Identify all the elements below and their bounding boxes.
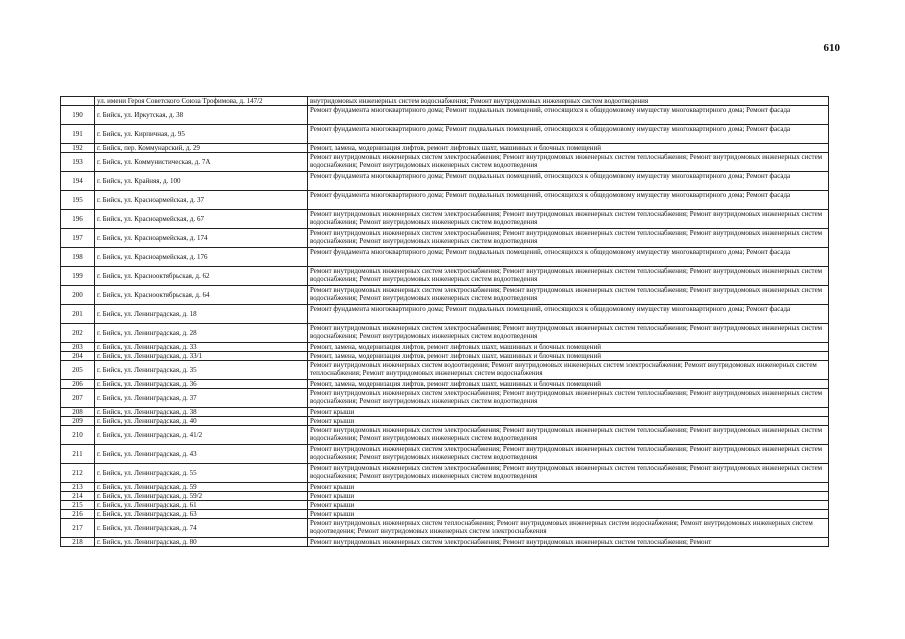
address-cell: г. Бийск, ул. Ленинградская, д. 55 xyxy=(95,464,308,483)
address-cell: г. Бийск, ул. Ленинградская, д. 80 xyxy=(95,538,308,547)
works-cell: Ремонт крыши xyxy=(308,417,829,426)
works-cell: Ремонт фундамента многоквартирного дома; Ремонт подвальных помещений, относящихся к общедомовому имуществу многоквартирного дома; Ремонт фасада xyxy=(308,125,829,144)
address-cell: г. Бийск, ул. Ленинградская, д. 33/1 xyxy=(95,352,308,361)
address-cell: г. Бийск, ул. Красноармейская, д. 174 xyxy=(95,229,308,248)
table-body xyxy=(61,97,829,547)
works-cell: Ремонт, замена, модернизация лифтов, ремонт лифтовых шахт, машинных и блочных помещений xyxy=(308,352,829,361)
table-row xyxy=(61,426,829,445)
address-cell: г. Бийск, ул. Красноoктябрьская, д. 64 xyxy=(95,286,308,305)
works-cell: Ремонт внутридомовых инженерных систем электроснабжения; Ремонт внутридомовых инженерных систем теплоснабжения; Ремонт внутридомовых инженерных систем водоснабжения; Ремонт внутридомовых инженерных систем водоотведения xyxy=(308,210,829,229)
row-number-cell: 194 xyxy=(61,172,95,191)
table-row xyxy=(61,417,829,426)
table-row xyxy=(61,483,829,492)
table-row xyxy=(61,267,829,286)
address-cell: г. Бийск, ул. Ленинградская, д. 35 xyxy=(95,361,308,380)
row-number-cell: 195 xyxy=(61,191,95,210)
table-row xyxy=(61,153,829,172)
table-row xyxy=(61,538,829,547)
works-cell: Ремонт фундамента многоквартирного дома; Ремонт подвальных помещений, относящихся к общедомовому имуществу многоквартирного дома; Ремонт фасада xyxy=(308,305,829,324)
row-number-cell: 209 xyxy=(61,417,95,426)
address-cell: г. Бийск, ул. Ленинградская, д. 33 xyxy=(95,343,308,352)
row-number-cell: 214 xyxy=(61,492,95,501)
address-cell: г. Бийск, ул. Кирпичная, д. 95 xyxy=(95,125,308,144)
works-cell: Ремонт внутридомовых инженерных систем электроснабжения; Ремонт внутридомовых инженерных систем теплоснабжения; Ремонт xyxy=(308,538,829,547)
row-number-cell: 206 xyxy=(61,380,95,389)
row-number-cell: 203 xyxy=(61,343,95,352)
works-cell: Ремонт внутридомовых инженерных систем электроснабжения; Ремонт внутридомовых инженерных систем теплоснабжения; Ремонт внутридомовых инженерных систем водоснабжения; Ремонт внутридомовых инженерных систем водоотведения xyxy=(308,426,829,445)
address-cell: г. Бийск, пер. Коммунарский, д. 29 xyxy=(95,144,308,153)
works-cell: Ремонт крыши xyxy=(308,483,829,492)
address-cell: г. Бийск, ул. Ленинградская, д. 28 xyxy=(95,324,308,343)
row-number-cell: 193 xyxy=(61,153,95,172)
row-number-cell: 205 xyxy=(61,361,95,380)
row-number-cell: 202 xyxy=(61,324,95,343)
table-row xyxy=(61,352,829,361)
address-cell: г. Бийск, ул. Ленинградская, д. 63 xyxy=(95,510,308,519)
table-row xyxy=(61,97,829,106)
address-cell: г. Бийск, ул. Коммунистическая, д. 7А xyxy=(95,153,308,172)
works-cell: Ремонт внутридомовых инженерных систем электроснабжения; Ремонт внутридомовых инженерных систем теплоснабжения; Ремонт внутридомовых инженерных систем водоснабжения; Ремонт внутридомовых инженерных систем водоотведения xyxy=(308,153,829,172)
address-cell: г. Бийск, ул. Красноармейская, д. 67 xyxy=(95,210,308,229)
address-cell: г. Бийск, ул. Ленинградская, д. 37 xyxy=(95,389,308,408)
address-cell: г. Бийск, ул. Ленинградская, д. 61 xyxy=(95,501,308,510)
row-number-cell: 215 xyxy=(61,501,95,510)
table-row xyxy=(61,191,829,210)
row-number-cell: 212 xyxy=(61,464,95,483)
works-cell: Ремонт, замена, модернизация лифтов, ремонт лифтовых шахт, машинных и блочных помещений xyxy=(308,144,829,153)
address-cell: г. Бийск, ул. Красноoктябрьская, д. 62 xyxy=(95,267,308,286)
row-number-cell: 198 xyxy=(61,248,95,267)
table-row xyxy=(61,125,829,144)
works-cell: Ремонт внутридомовых инженерных систем электроснабжения; Ремонт внутридомовых инженерных систем теплоснабжения; Ремонт внутридомовых инженерных систем водоснабжения; Ремонт внутридомовых инженерных систем водоотведения xyxy=(308,286,829,305)
works-cell: Ремонт внутридомовых инженерных систем электроснабжения; Ремонт внутридомовых инженерных систем теплоснабжения; Ремонт внутридомовых инженерных систем водоснабжения; Ремонт внутридомовых инженерных систем водоотведения xyxy=(308,324,829,343)
row-number-cell: 217 xyxy=(61,519,95,538)
works-cell: Ремонт внутридомовых инженерных систем электроснабжения; Ремонт внутридомовых инженерных систем теплоснабжения; Ремонт внутридомовых инженерных систем водоснабжения; Ремонт внутридомовых инженерных систем водоотведения xyxy=(308,445,829,464)
address-cell: г. Бийск, ул. Ленинградская, д. 41/2 xyxy=(95,426,308,445)
address-cell: г. Бийск, ул. Ленинградская, д. 59 xyxy=(95,483,308,492)
repair-register-table xyxy=(60,96,829,547)
address-cell: г. Бийск, ул. Красноармейская, д. 176 xyxy=(95,248,308,267)
row-number-cell: 211 xyxy=(61,445,95,464)
table-row xyxy=(61,380,829,389)
address-cell: г. Бийск, ул. Красноармейская, д. 37 xyxy=(95,191,308,210)
works-cell: внутридомовых инженерных систем водоснабжения; Ремонт внутридомовых инженерных систем водоотведения xyxy=(308,97,829,106)
works-cell: Ремонт фундамента многоквартирного дома; Ремонт подвальных помещений, относящихся к общедомовому имуществу многоквартирного дома; Ремонт фасада xyxy=(308,106,829,125)
address-cell: г. Бийск, ул. Ленинградская, д. 36 xyxy=(95,380,308,389)
works-cell: Ремонт внутридомовых инженерных систем водоотведения; Ремонт внутридомовых инженерных систем электроснабжения; Ремонт внутридомовых инженерных систем теплоснабжения; Ремонт внутридомовых инженерных систем водоснабжения xyxy=(308,361,829,380)
address-cell: г. Бийск, ул. Ленинградская, д. 18 xyxy=(95,305,308,324)
works-cell: Ремонт, замена, модернизация лифтов, ремонт лифтовых шахт, машинных и блочных помещений xyxy=(308,380,829,389)
row-number-cell: 218 xyxy=(61,538,95,547)
table-row xyxy=(61,144,829,153)
row-number-cell xyxy=(61,97,95,106)
table-row xyxy=(61,286,829,305)
address-cell: г. Бийск, ул. Ленинградская, д. 43 xyxy=(95,445,308,464)
table-row xyxy=(61,106,829,125)
address-cell: г. Бийск, ул. Ленинградская, д. 38 xyxy=(95,408,308,417)
row-number-cell: 191 xyxy=(61,125,95,144)
row-number-cell: 213 xyxy=(61,483,95,492)
table-row xyxy=(61,492,829,501)
table-row xyxy=(61,305,829,324)
table-row xyxy=(61,361,829,380)
table-row xyxy=(61,510,829,519)
address-cell: г. Бийск, ул. Ленинградская, д. 40 xyxy=(95,417,308,426)
address-cell: г. Бийск, ул. Крайняя, д. 100 xyxy=(95,172,308,191)
works-cell: Ремонт внутридомовых инженерных систем электроснабжения; Ремонт внутридомовых инженерных систем теплоснабжения; Ремонт внутридомовых инженерных систем водоснабжения; Ремонт внутридомовых инженерных систем водоотведения xyxy=(308,389,829,408)
works-cell: Ремонт внутридомовых инженерных систем теплоснабжения; Ремонт внутридомовых инженерных систем водоснабжения; Ремонт внутридомовых инженерных систем водоотведения; Ремонт внутридомовых инженерных систем электроснабжения xyxy=(308,519,829,538)
works-cell: Ремонт крыши xyxy=(308,492,829,501)
address-cell: ул. имени Героя Советского Союза Трофимова, д. 147/2 xyxy=(95,97,308,106)
works-cell: Ремонт фундамента многоквартирного дома; Ремонт подвальных помещений, относящихся к общедомовому имуществу многоквартирного дома; Ремонт фасада xyxy=(308,172,829,191)
row-number-cell: 201 xyxy=(61,305,95,324)
works-cell: Ремонт крыши xyxy=(308,408,829,417)
row-number-cell: 208 xyxy=(61,408,95,417)
row-number-cell: 190 xyxy=(61,106,95,125)
table-row xyxy=(61,464,829,483)
row-number-cell: 199 xyxy=(61,267,95,286)
table-row xyxy=(61,172,829,191)
table-row xyxy=(61,229,829,248)
row-number-cell: 210 xyxy=(61,426,95,445)
works-cell: Ремонт крыши xyxy=(308,510,829,519)
table-row xyxy=(61,408,829,417)
works-cell: Ремонт внутридомовых инженерных систем электроснабжения; Ремонт внутридомовых инженерных систем теплоснабжения; Ремонт внутридомовых инженерных систем водоснабжения; Ремонт внутридомовых инженерных систем водоотведения xyxy=(308,464,829,483)
table-row xyxy=(61,389,829,408)
table-row xyxy=(61,445,829,464)
address-cell: г. Бийск, ул. Иркутская, д. 38 xyxy=(95,106,308,125)
table-row xyxy=(61,210,829,229)
table-row xyxy=(61,324,829,343)
works-cell: Ремонт внутридомовых инженерных систем электроснабжения; Ремонт внутридомовых инженерных систем теплоснабжения; Ремонт внутридомовых инженерных систем водоснабжения; Ремонт внутридомовых инженерных систем водоотведения xyxy=(308,267,829,286)
works-cell: Ремонт фундамента многоквартирного дома; Ремонт подвальных помещений, относящихся к общедомовому имуществу многоквартирного дома; Ремонт фасада xyxy=(308,191,829,210)
table-row xyxy=(61,501,829,510)
works-cell: Ремонт, замена, модернизация лифтов, ремонт лифтовых шахт, машинных и блочных помещений xyxy=(308,343,829,352)
address-cell: г. Бийск, ул. Ленинградская, д. 74 xyxy=(95,519,308,538)
row-number-cell: 197 xyxy=(61,229,95,248)
table-row xyxy=(61,519,829,538)
page-number: 610 xyxy=(823,42,840,54)
works-cell: Ремонт крыши xyxy=(308,501,829,510)
works-cell: Ремонт фундамента многоквартирного дома; Ремонт подвальных помещений, относящихся к общедомовому имуществу многоквартирного дома; Ремонт фасада xyxy=(308,248,829,267)
row-number-cell: 204 xyxy=(61,352,95,361)
table-row xyxy=(61,248,829,267)
works-cell: Ремонт внутридомовых инженерных систем электроснабжения; Ремонт внутридомовых инженерных систем теплоснабжения; Ремонт внутридомовых инженерных систем водоснабжения; Ремонт внутридомовых инженерных систем водоотведения xyxy=(308,229,829,248)
table-row xyxy=(61,343,829,352)
address-cell: г. Бийск, ул. Ленинградская, д. 59/2 xyxy=(95,492,308,501)
row-number-cell: 196 xyxy=(61,210,95,229)
row-number-cell: 192 xyxy=(61,144,95,153)
row-number-cell: 207 xyxy=(61,389,95,408)
row-number-cell: 216 xyxy=(61,510,95,519)
row-number-cell: 200 xyxy=(61,286,95,305)
